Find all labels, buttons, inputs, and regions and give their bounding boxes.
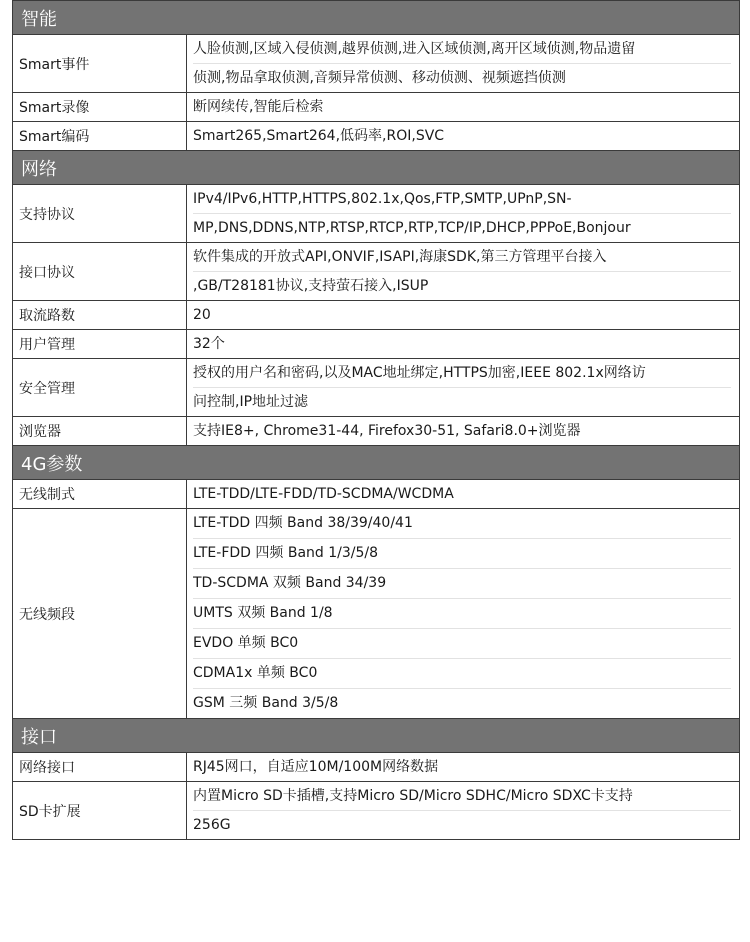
- spec-value-line: ,GB/T28181协议,支持萤石接入,ISUP: [193, 271, 731, 300]
- spec-value-line: 授权的用户名和密码,以及MAC地址绑定,HTTPS加密,IEEE 802.1x网络访: [193, 365, 646, 381]
- section-header-interface: [13, 719, 740, 753]
- spec-value-line: EVDO 单频 BC0: [193, 628, 731, 658]
- spec-row-users: [13, 330, 740, 359]
- spec-value-line: Smart265,Smart264,低码率,ROI,SVC: [193, 128, 445, 144]
- spec-label: 支持协议: [13, 185, 187, 243]
- spec-label: 无线制式: [13, 480, 187, 509]
- spec-value: [187, 509, 740, 719]
- spec-row-sd-card: [13, 782, 740, 840]
- spec-value: [187, 35, 740, 93]
- spec-table-body: [13, 1, 740, 840]
- spec-label: SD卡扩展: [13, 782, 187, 840]
- spec-label: 接口协议: [13, 243, 187, 301]
- spec-row-streams: [13, 301, 740, 330]
- spec-label: 用户管理: [13, 330, 187, 359]
- spec-row-security: [13, 359, 740, 417]
- spec-value: [187, 122, 740, 151]
- spec-value-line: IPv4/IPv6,HTTP,HTTPS,802.1x,Qos,FTP,SMTP,UPnP,SN-: [193, 191, 572, 207]
- spec-value: [187, 243, 740, 301]
- spec-label: Smart事件: [13, 35, 187, 93]
- spec-value-line: 断网续传,智能后检索: [193, 99, 324, 115]
- section-title: 接口: [13, 719, 740, 753]
- spec-value-line: 20: [193, 307, 211, 323]
- spec-value-line: 支持IE8+, Chrome31-44, Firefox30-51, Safari8.0+浏览器: [193, 423, 581, 439]
- spec-value: [187, 782, 740, 840]
- spec-value-line: 侦测,物品拿取侦测,音频异常侦测、移动侦测、视频遮挡侦测: [193, 63, 731, 92]
- spec-label: Smart编码: [13, 122, 187, 151]
- spec-value-line: MP,DNS,DDNS,NTP,RTSP,RTCP,RTP,TCP/IP,DHCP,PPPoE,Bonjour: [193, 213, 731, 242]
- spec-row-wireless-standard: [13, 480, 740, 509]
- spec-row-smart-encode: [13, 122, 740, 151]
- spec-value: [187, 301, 740, 330]
- spec-table: [12, 0, 740, 840]
- spec-row-browser: [13, 417, 740, 446]
- spec-label: 取流路数: [13, 301, 187, 330]
- spec-value: [187, 480, 740, 509]
- section-title: 4G参数: [13, 446, 740, 480]
- section-header-smart: [13, 1, 740, 35]
- spec-value-line: 软件集成的开放式API,ONVIF,ISAPI,海康SDK,第三方管理平台接入: [193, 249, 607, 265]
- spec-value-line: 人脸侦测,区域入侵侦测,越界侦测,进入区域侦测,离开区域侦测,物品遗留: [193, 41, 636, 57]
- section-header-network: [13, 151, 740, 185]
- section-title: 网络: [13, 151, 740, 185]
- spec-value-line: LTE-TDD 四频 Band 38/39/40/41: [193, 515, 413, 531]
- spec-label: 安全管理: [13, 359, 187, 417]
- spec-value-line: TD-SCDMA 双频 Band 34/39: [193, 568, 731, 598]
- spec-value-line: LTE-TDD/LTE-FDD/TD-SCDMA/WCDMA: [193, 486, 454, 502]
- spec-value: [187, 185, 740, 243]
- spec-value-line: RJ45网口，自适应10M/100M网络数据: [193, 759, 439, 775]
- spec-value: [187, 753, 740, 782]
- section-title: 智能: [13, 1, 740, 35]
- section-header-4g: [13, 446, 740, 480]
- spec-row-protocols: [13, 185, 740, 243]
- spec-row-interface-protocols: [13, 243, 740, 301]
- spec-row-wireless-bands: [13, 509, 740, 719]
- spec-row-smart-record: [13, 93, 740, 122]
- spec-label: 无线频段: [13, 509, 187, 719]
- spec-value-line: 32个: [193, 336, 225, 352]
- spec-label: 网络接口: [13, 753, 187, 782]
- spec-value: [187, 417, 740, 446]
- spec-value-line: UMTS 双频 Band 1/8: [193, 598, 731, 628]
- spec-label: Smart录像: [13, 93, 187, 122]
- spec-value-line: CDMA1x 单频 BC0: [193, 658, 731, 688]
- spec-value-line: GSM 三频 Band 3/5/8: [193, 688, 731, 718]
- spec-value-line: 问控制,IP地址过滤: [193, 387, 731, 416]
- spec-label: 浏览器: [13, 417, 187, 446]
- spec-value: [187, 93, 740, 122]
- spec-row-smart-event: [13, 35, 740, 93]
- spec-value-line: 内置Micro SD卡插槽,支持Micro SD/Micro SDHC/Micro SDXC卡支持: [193, 788, 633, 804]
- spec-value-line: LTE-FDD 四频 Band 1/3/5/8: [193, 538, 731, 568]
- spec-row-network-port: [13, 753, 740, 782]
- spec-value: [187, 359, 740, 417]
- spec-value: [187, 330, 740, 359]
- spec-value-line: 256G: [193, 810, 731, 839]
